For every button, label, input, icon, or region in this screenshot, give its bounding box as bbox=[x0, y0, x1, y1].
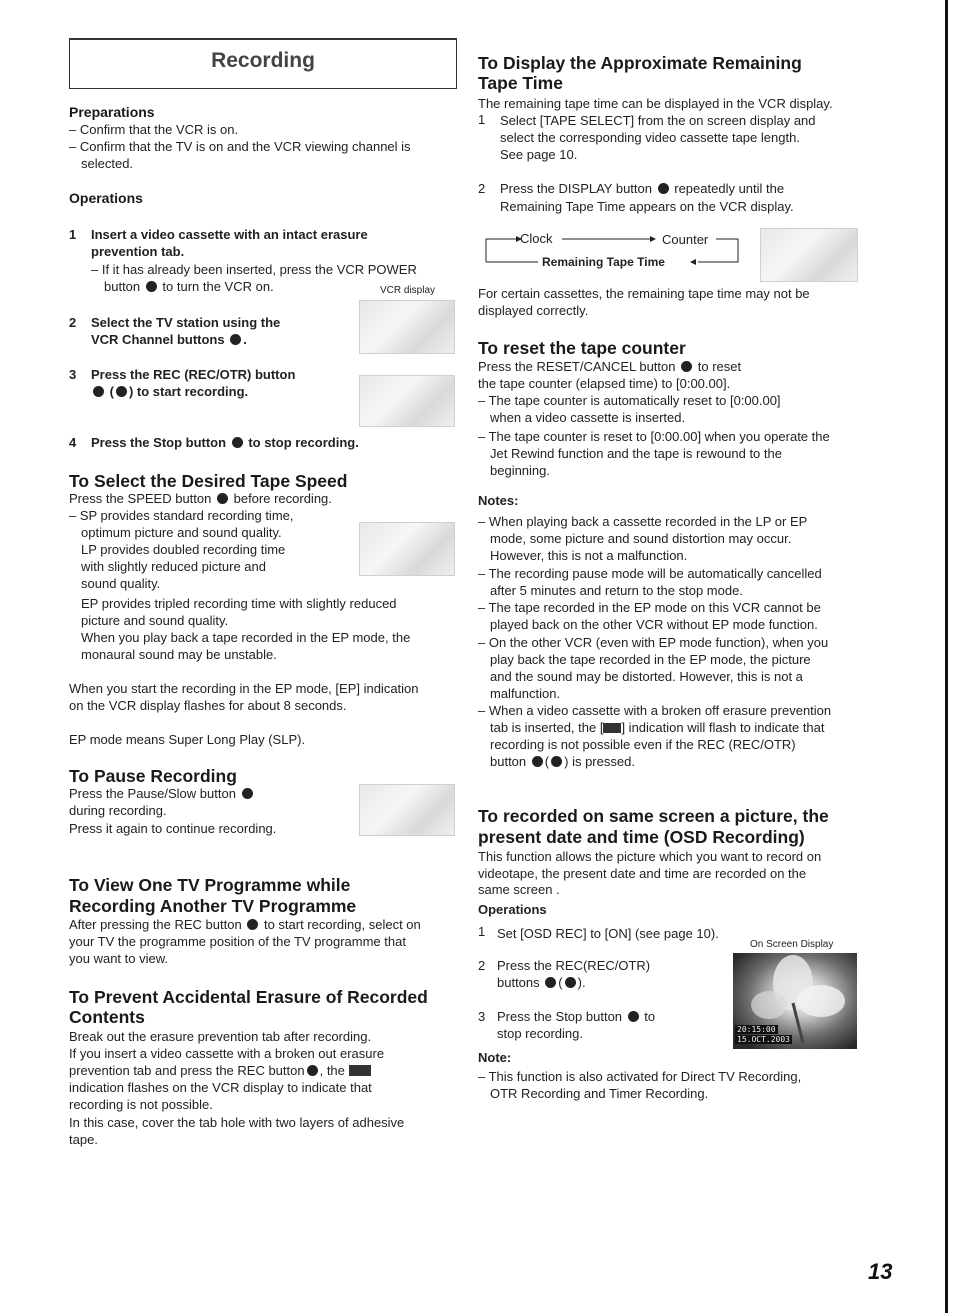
preparations-heading: Preparations bbox=[69, 104, 155, 120]
step3-line2-text: to start recording. bbox=[136, 384, 249, 399]
vcr-display-image-pause bbox=[359, 784, 455, 836]
page-number: 13 bbox=[868, 1259, 893, 1284]
step4-line bbox=[91, 435, 359, 452]
remaining-s1-l3: See page 10. bbox=[500, 147, 578, 162]
flower-petal-2 bbox=[797, 985, 845, 1017]
reset-heading: To reset the tape counter bbox=[478, 338, 686, 358]
osd-label: On Screen Display bbox=[750, 939, 834, 950]
remaining-heading-1: To Display the Approximate Remaining bbox=[478, 53, 802, 73]
osd-note-line2: OTR Recording and Timer Recording. bbox=[490, 1086, 709, 1101]
prep-line-3: selected. bbox=[81, 156, 134, 171]
osd-s3-pre: Press the Stop button bbox=[497, 1009, 623, 1024]
tape-speed-line1 bbox=[69, 491, 332, 508]
diagram-counter: Counter bbox=[662, 232, 709, 247]
reset-button-icon bbox=[681, 361, 692, 372]
tape-indication-icon-2 bbox=[603, 723, 621, 733]
remaining-note-2: displayed correctly. bbox=[478, 303, 589, 318]
notes-last-pre: tab is inserted, the [ bbox=[490, 720, 604, 735]
notes-line-6: – The tape recorded in the EP mode on this VCR cannot be bbox=[478, 600, 821, 615]
osd-note-line1: – This function is also activated for Direct TV Recording, bbox=[478, 1069, 802, 1084]
remaining-s2-num: 2 bbox=[478, 181, 486, 196]
osd-line3: same screen . bbox=[478, 882, 560, 897]
ep-indication-line2: on the VCR display flashes for about 8 seconds. bbox=[69, 698, 347, 713]
reset-post: to reset bbox=[697, 359, 742, 374]
notes-heading: Notes: bbox=[478, 493, 519, 508]
tape-speed-l3: LP provides doubled recording time bbox=[81, 542, 286, 557]
stop-button-icon-2 bbox=[628, 1011, 639, 1022]
notes-last-post: ] indication will flash to indicate that bbox=[621, 720, 825, 735]
osd-line2: videotape, the present date and time are recorded on the bbox=[478, 866, 807, 881]
osd-s1-num: 1 bbox=[478, 924, 486, 939]
vcr-display-image-rec bbox=[359, 375, 455, 427]
pause-line2: during recording. bbox=[69, 803, 167, 818]
osd-line1: This function allows the picture which you want to record on bbox=[478, 849, 822, 864]
prevent-line3-pre: prevention tab and press the REC button bbox=[69, 1063, 305, 1078]
notes-l15-post: is pressed. bbox=[572, 754, 635, 769]
osd-s3-num: 3 bbox=[478, 1009, 486, 1024]
tape-speed-l4: with slightly reduced picture and bbox=[81, 559, 266, 574]
vcr-display-image-remaining bbox=[760, 228, 858, 282]
prevent-line3 bbox=[69, 1063, 371, 1080]
pause-button-icon bbox=[242, 788, 253, 799]
view-one-line1 bbox=[69, 917, 421, 934]
notes-l15-pre: button bbox=[490, 754, 527, 769]
reset-b1-l2: when a video cassette is inserted. bbox=[490, 410, 686, 425]
reset-b2-l3: beginning. bbox=[490, 463, 550, 478]
osd-s1: Set [OSD REC] to [ON] (see page 10). bbox=[497, 926, 719, 941]
ep-indication-line1: When you start the recording in the EP mode, [EP] indication bbox=[69, 681, 419, 696]
tape-speed-l6: EP provides tripled recording time with slightly reduced bbox=[81, 596, 397, 611]
view-one-line3: you want to view. bbox=[69, 951, 168, 966]
diagram-arrowhead-3 bbox=[690, 259, 696, 265]
step2-line1: Select the TV station using the bbox=[91, 315, 281, 330]
step1-note-pre: button bbox=[104, 279, 141, 294]
osd-time: 20:15:00 bbox=[737, 1025, 776, 1034]
channel-button-icon bbox=[230, 334, 241, 345]
operations-heading: Operations bbox=[69, 190, 143, 206]
recording-title: Recording bbox=[211, 49, 315, 72]
remaining-line1: The remaining tape time can be displayed in the VCR display. bbox=[478, 96, 833, 111]
step3-line2: ( ) to start recording. bbox=[91, 384, 248, 401]
notes-line-2: mode, some picture and sound distortion may occur. bbox=[490, 531, 792, 546]
osd-note-heading: Note: bbox=[478, 1050, 512, 1065]
remaining-s1-l1: Select [TAPE SELECT] from the on screen display and bbox=[500, 113, 816, 128]
rec-button-icon-5 bbox=[545, 977, 556, 988]
prevent-line7: tape. bbox=[69, 1132, 98, 1147]
notes-line-7: played back on the other VCR without EP mode function. bbox=[490, 617, 818, 632]
remaining-s2-l1 bbox=[500, 181, 784, 198]
pause-line1-text: Press the Pause/Slow button bbox=[69, 786, 236, 801]
osd-s2-l2: buttons ( ). bbox=[497, 975, 586, 990]
notes-line-4: – The recording pause mode will be automatically cancelled bbox=[478, 566, 822, 581]
step2-num: 2 bbox=[69, 315, 77, 330]
view-one-heading-1: To View One TV Programme while bbox=[69, 875, 351, 895]
step3-num: 3 bbox=[69, 367, 77, 382]
notes-line-8: – On the other VCR (even with EP mode function), when you bbox=[478, 635, 829, 650]
diagram-clock: Clock bbox=[520, 231, 553, 246]
notes-line-14: recording is not possible even if the REC (REC/OTR) bbox=[490, 737, 796, 752]
reset-line1 bbox=[478, 359, 741, 376]
reset-b1-l1: – The tape counter is automatically reset to [0:00.00] bbox=[478, 393, 781, 408]
step1-line1: Insert a video cassette with an intact erasure bbox=[91, 227, 368, 242]
recording-title-box bbox=[69, 38, 457, 89]
pause-heading: To Pause Recording bbox=[69, 766, 237, 786]
tape-speed-sp: – SP provides standard recording time, bbox=[69, 508, 294, 523]
osd-picture bbox=[733, 953, 857, 1049]
step1-note-post: to turn the VCR on. bbox=[162, 279, 274, 294]
osd-s2-l2-text: buttons bbox=[497, 975, 540, 990]
tape-speed-l5: sound quality. bbox=[81, 576, 161, 591]
tape-speed-l2: optimum picture and sound quality. bbox=[81, 525, 282, 540]
prevent-line5: recording is not possible. bbox=[69, 1097, 213, 1112]
stop-button-icon bbox=[232, 437, 243, 448]
reset-pre: Press the RESET/CANCEL button bbox=[478, 359, 676, 374]
prevent-line6: In this case, cover the tab hole with two layers of adhesive bbox=[69, 1115, 405, 1130]
view-one-line2: your TV the programme position of the TV programme that bbox=[69, 934, 406, 949]
rec-button-icon-2 bbox=[247, 919, 258, 930]
notes-line-9: play back the tape recorded in the EP mode, the picture bbox=[490, 652, 811, 667]
tape-speed-post: before recording. bbox=[233, 491, 332, 506]
tape-speed-l9: monaural sound may be unstable. bbox=[81, 647, 277, 662]
vcr-display-image-channel bbox=[359, 300, 455, 354]
rec-button-icon bbox=[93, 386, 104, 397]
step2-line2-text: VCR Channel buttons bbox=[91, 332, 225, 347]
step4-post: to stop recording. bbox=[248, 435, 359, 450]
remaining-heading-2: Tape Time bbox=[478, 73, 563, 93]
step2-line2: VCR Channel buttons . bbox=[91, 332, 247, 347]
notes-line-13 bbox=[490, 720, 825, 737]
display-button-icon bbox=[658, 183, 669, 194]
reset-b2-l1: – The tape counter is reset to [0:00.00] when you operate the bbox=[478, 429, 830, 444]
speed-button-icon bbox=[217, 493, 228, 504]
step4-num: 4 bbox=[69, 435, 77, 450]
reset-b2-l2: Jet Rewind function and the tape is rewound to the bbox=[490, 446, 782, 461]
step3-line1: Press the REC (REC/OTR) button bbox=[91, 367, 296, 382]
notes-line-10: and the sound may be distorted. However, this is not a bbox=[490, 669, 803, 684]
tape-speed-l8: When you play back a tape recorded in the EP mode, the bbox=[81, 630, 411, 645]
osd-s2-l1: Press the REC(REC/OTR) bbox=[497, 958, 651, 973]
pause-line3: Press it again to continue recording. bbox=[69, 821, 277, 836]
step1-num: 1 bbox=[69, 227, 77, 242]
notes-line-12: – When a video cassette with a broken off erasure prevention bbox=[478, 703, 832, 718]
remaining-s1-l2: select the corresponding video cassette tape length. bbox=[500, 130, 800, 145]
diagram-remaining: Remaining Tape Time bbox=[542, 255, 665, 269]
rec-button-icon-3 bbox=[307, 1065, 318, 1076]
prevent-heading-1: To Prevent Accidental Erasure of Recorded bbox=[69, 987, 428, 1007]
view-one-pre: After pressing the REC button bbox=[69, 917, 242, 932]
prevent-line4: indication flashes on the VCR display to indicate that bbox=[69, 1080, 372, 1095]
prep-line-2: – Confirm that the TV is on and the VCR viewing channel is bbox=[69, 139, 411, 154]
prevent-line3-post: , the bbox=[319, 1063, 345, 1078]
notes-line-5: after 5 minutes and return to the stop mode. bbox=[490, 583, 743, 598]
tape-speed-pre: Press the SPEED button bbox=[69, 491, 212, 506]
slp-note: EP mode means Super Long Play (SLP). bbox=[69, 732, 306, 747]
prep-line-1: – Confirm that the VCR is on. bbox=[69, 122, 239, 137]
view-one-post: to start recording, select on bbox=[263, 917, 421, 932]
diagram-arrowhead-2 bbox=[650, 236, 656, 242]
step1-note-line1: – If it has already been inserted, press the VCR POWER bbox=[91, 262, 417, 277]
power-button-icon bbox=[146, 281, 157, 292]
notes-line-11: malfunction. bbox=[490, 686, 561, 701]
step1-line2: prevention tab. bbox=[91, 244, 185, 259]
tape-speed-l7: picture and sound quality. bbox=[81, 613, 229, 628]
pause-line1 bbox=[69, 786, 255, 803]
prevent-heading-2: Contents bbox=[69, 1007, 145, 1027]
vcr-display-label: VCR display bbox=[380, 285, 436, 296]
rec-button-icon-4 bbox=[532, 756, 543, 767]
tape-indication-icon bbox=[349, 1065, 371, 1076]
page-edge-rule bbox=[945, 0, 948, 1313]
rec-otr-button-icon-3 bbox=[565, 977, 576, 988]
view-one-heading-2: Recording Another TV Programme bbox=[69, 896, 357, 916]
osd-s3-post: to bbox=[644, 1009, 656, 1024]
osd-heading-2: present date and time (OSD Recording) bbox=[478, 827, 805, 847]
osd-date: 15.OCT.2003 bbox=[737, 1035, 790, 1044]
vcr-display-image-speed bbox=[359, 522, 455, 576]
rec-otr-button-icon-2 bbox=[551, 756, 562, 767]
remaining-s2-pre: Press the DISPLAY button bbox=[500, 181, 652, 196]
reset-line2: the tape counter (elapsed time) to [0:00.00]. bbox=[478, 376, 731, 391]
notes-line-15: button ( ) is pressed. bbox=[490, 754, 635, 769]
step1-note-line2 bbox=[104, 279, 274, 296]
diagram-arrow-loop bbox=[486, 239, 516, 262]
flower-petal-3 bbox=[751, 991, 787, 1019]
prevent-line1: Break out the erasure prevention tab after recording. bbox=[69, 1029, 372, 1044]
tape-speed-heading: To Select the Desired Tape Speed bbox=[69, 471, 348, 491]
notes-line-1: – When playing back a cassette recorded in the LP or EP bbox=[478, 514, 808, 529]
osd-s3-l1 bbox=[497, 1009, 655, 1026]
remaining-note-1: For certain cassettes, the remaining tape time may not be bbox=[478, 286, 810, 301]
remaining-s1-num: 1 bbox=[478, 112, 486, 127]
osd-operations-heading: Operations bbox=[478, 902, 547, 917]
remaining-s2-l2: Remaining Tape Time appears on the VCR display. bbox=[500, 199, 794, 214]
prevent-line2: If you insert a video cassette with a broken out erasure bbox=[69, 1046, 385, 1061]
remaining-s2-post: repeatedly until the bbox=[674, 181, 785, 196]
osd-s2-num: 2 bbox=[478, 958, 486, 973]
osd-heading-1: To recorded on same screen a picture, the bbox=[478, 806, 829, 826]
osd-s3-l2: stop recording. bbox=[497, 1026, 583, 1041]
rec-otr-button-icon bbox=[116, 386, 127, 397]
notes-line-3: However, this is not a malfunction. bbox=[490, 548, 688, 563]
step4-pre: Press the Stop button bbox=[91, 435, 227, 450]
